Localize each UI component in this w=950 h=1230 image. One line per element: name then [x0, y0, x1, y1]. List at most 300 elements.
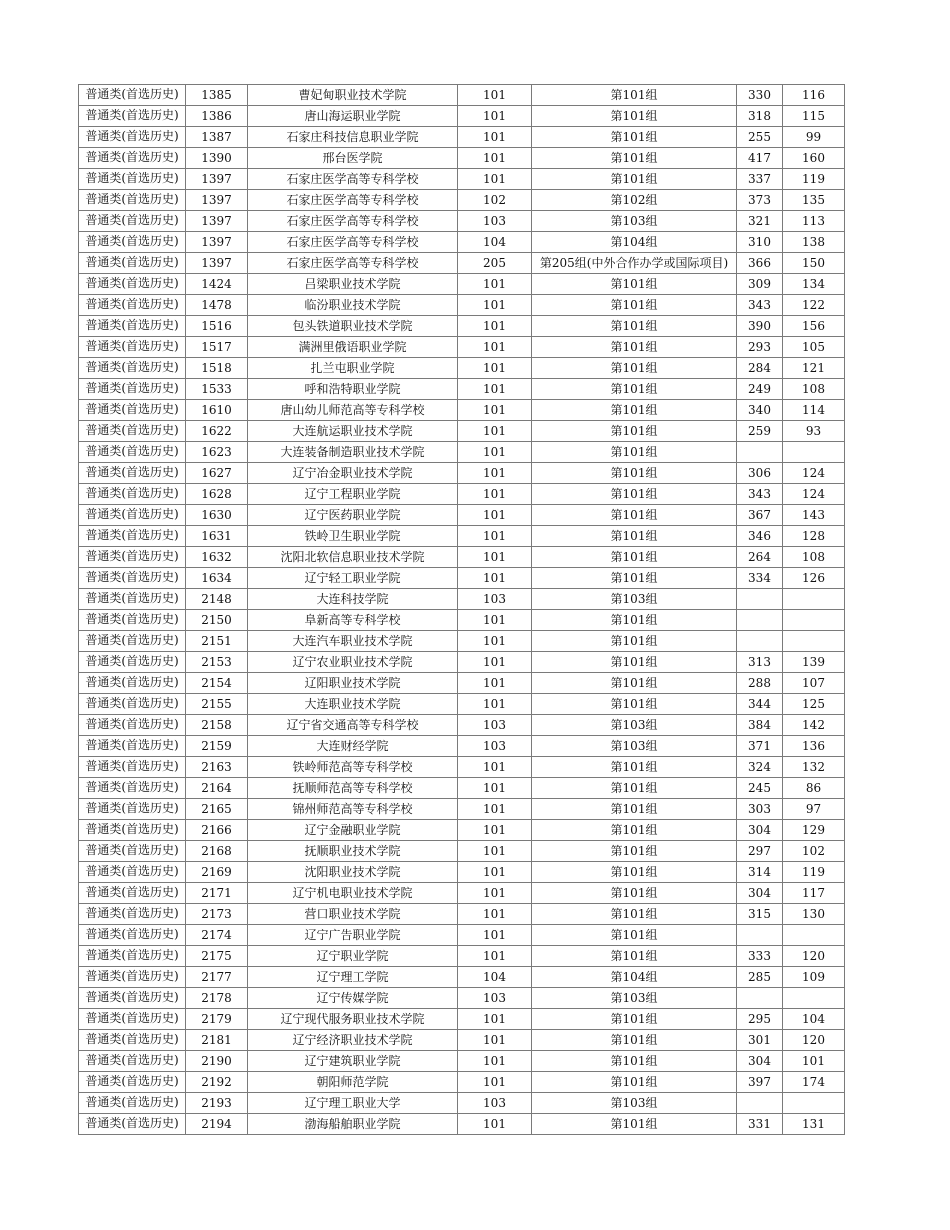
school-code-cell: 2155	[186, 694, 248, 715]
school-code-cell: 2179	[186, 1009, 248, 1030]
school-name-cell: 辽宁广告职业学院	[248, 925, 458, 946]
school-name-cell: 邢台医学院	[248, 148, 458, 169]
school-name-cell: 吕梁职业技术学院	[248, 274, 458, 295]
school-name-cell: 大连装备制造职业技术学院	[248, 442, 458, 463]
school-code-cell: 2173	[186, 904, 248, 925]
school-code-cell: 1533	[186, 379, 248, 400]
min-rank-cell: 102	[783, 841, 845, 862]
category-text: 普通类(首选历史)	[85, 926, 179, 941]
group-code-cell: 101	[458, 106, 532, 127]
min-rank-cell: 116	[783, 85, 845, 106]
major-group-cell: 第101组	[532, 694, 737, 715]
major-group-cell: 第103组	[532, 988, 737, 1009]
max-score-cell: 324	[737, 757, 783, 778]
max-score-cell	[737, 631, 783, 652]
group-code-cell: 103	[458, 715, 532, 736]
group-code-cell: 104	[458, 232, 532, 253]
school-name-cell: 石家庄医学高等专科学校	[248, 253, 458, 274]
max-score-cell: 366	[737, 253, 783, 274]
school-name-cell: 辽阳职业技术学院	[248, 673, 458, 694]
category-cell	[79, 484, 186, 505]
max-score-cell	[737, 442, 783, 463]
school-code-cell: 1631	[186, 526, 248, 547]
max-score-cell: 310	[737, 232, 783, 253]
category-cell	[79, 820, 186, 841]
school-name-cell: 大连财经学院	[248, 736, 458, 757]
min-rank-cell: 129	[783, 820, 845, 841]
min-rank-cell: 143	[783, 505, 845, 526]
group-code-cell: 101	[458, 841, 532, 862]
min-rank-cell: 104	[783, 1009, 845, 1030]
category-text: 普通类(首选历史)	[85, 863, 179, 878]
table-row	[79, 316, 845, 337]
group-code-cell: 101	[458, 400, 532, 421]
min-rank-cell: 156	[783, 316, 845, 337]
school-code-cell: 1385	[186, 85, 248, 106]
group-code-cell: 101	[458, 1009, 532, 1030]
school-code-cell: 2175	[186, 946, 248, 967]
group-code-cell: 101	[458, 904, 532, 925]
table-row	[79, 547, 845, 568]
school-name-cell: 阜新高等专科学校	[248, 610, 458, 631]
min-rank-cell: 132	[783, 757, 845, 778]
school-name-cell: 营口职业技术学院	[248, 904, 458, 925]
category-cell	[79, 85, 186, 106]
category-cell	[79, 757, 186, 778]
school-name-cell: 抚顺师范高等专科学校	[248, 778, 458, 799]
major-group-cell: 第101组	[532, 358, 737, 379]
max-score-cell: 293	[737, 337, 783, 358]
min-rank-cell	[783, 1093, 845, 1114]
school-name-cell: 呼和浩特职业学院	[248, 379, 458, 400]
category-cell	[79, 862, 186, 883]
school-name-cell: 唐山幼儿师范高等专科学校	[248, 400, 458, 421]
max-score-cell: 309	[737, 274, 783, 295]
table-row	[79, 337, 845, 358]
category-cell	[79, 232, 186, 253]
max-score-cell	[737, 589, 783, 610]
table-row	[79, 841, 845, 862]
category-text: 普通类(首选历史)	[85, 527, 179, 542]
school-code-cell: 1517	[186, 337, 248, 358]
max-score-cell: 303	[737, 799, 783, 820]
table-row	[79, 610, 845, 631]
category-cell	[79, 1072, 186, 1093]
major-group-cell: 第104组	[532, 232, 737, 253]
category-text: 普通类(首选历史)	[85, 569, 179, 584]
school-code-cell: 1424	[186, 274, 248, 295]
major-group-cell: 第101组	[532, 295, 737, 316]
school-code-cell: 1390	[186, 148, 248, 169]
table-row	[79, 484, 845, 505]
school-code-cell: 1627	[186, 463, 248, 484]
category-text: 普通类(首选历史)	[85, 632, 179, 647]
school-name-cell: 辽宁工程职业学院	[248, 484, 458, 505]
max-score-cell: 334	[737, 568, 783, 589]
school-name-cell: 铁岭卫生职业学院	[248, 526, 458, 547]
max-score-cell: 371	[737, 736, 783, 757]
group-code-cell: 101	[458, 127, 532, 148]
min-rank-cell: 134	[783, 274, 845, 295]
table-row	[79, 862, 845, 883]
school-name-cell: 满洲里俄语职业学院	[248, 337, 458, 358]
table-row	[79, 85, 845, 106]
max-score-cell: 306	[737, 463, 783, 484]
school-name-cell: 石家庄科技信息职业学院	[248, 127, 458, 148]
min-rank-cell: 93	[783, 421, 845, 442]
max-score-cell: 313	[737, 652, 783, 673]
group-code-cell: 101	[458, 484, 532, 505]
major-group-cell: 第101组	[532, 946, 737, 967]
max-score-cell: 301	[737, 1030, 783, 1051]
min-rank-cell: 174	[783, 1072, 845, 1093]
table-row	[79, 274, 845, 295]
group-code-cell: 101	[458, 883, 532, 904]
table-row	[79, 757, 845, 778]
major-group-cell: 第101组	[532, 85, 737, 106]
table-row	[79, 799, 845, 820]
table-row	[79, 127, 845, 148]
min-rank-cell: 128	[783, 526, 845, 547]
major-group-cell: 第101组	[532, 106, 737, 127]
school-code-cell: 2177	[186, 967, 248, 988]
school-name-cell: 辽宁传媒学院	[248, 988, 458, 1009]
major-group-cell: 第103组	[532, 1093, 737, 1114]
category-cell	[79, 1009, 186, 1030]
category-cell	[79, 547, 186, 568]
category-text: 普通类(首选历史)	[85, 884, 179, 899]
group-code-cell: 101	[458, 463, 532, 484]
major-group-cell: 第101组	[532, 274, 737, 295]
school-code-cell: 1634	[186, 568, 248, 589]
group-code-cell: 101	[458, 169, 532, 190]
max-score-cell: 295	[737, 1009, 783, 1030]
major-group-cell: 第101组	[532, 652, 737, 673]
min-rank-cell: 124	[783, 484, 845, 505]
school-name-cell: 辽宁职业学院	[248, 946, 458, 967]
school-code-cell: 1610	[186, 400, 248, 421]
group-code-cell: 101	[458, 295, 532, 316]
major-group-cell: 第101组	[532, 316, 737, 337]
table-row	[79, 883, 845, 904]
major-group-cell: 第101组	[532, 442, 737, 463]
category-text: 普通类(首选历史)	[85, 380, 179, 395]
major-group-cell: 第101组	[532, 778, 737, 799]
category-cell	[79, 211, 186, 232]
school-name-cell: 朝阳师范学院	[248, 1072, 458, 1093]
min-rank-cell: 119	[783, 169, 845, 190]
school-name-cell: 辽宁机电职业技术学院	[248, 883, 458, 904]
min-rank-cell: 86	[783, 778, 845, 799]
min-rank-cell: 131	[783, 1114, 845, 1135]
group-code-cell: 101	[458, 1114, 532, 1135]
admission-table-sheet	[78, 84, 844, 1135]
min-rank-cell: 113	[783, 211, 845, 232]
max-score-cell: 373	[737, 190, 783, 211]
group-code-cell: 101	[458, 274, 532, 295]
category-cell	[79, 841, 186, 862]
school-name-cell: 扎兰屯职业学院	[248, 358, 458, 379]
category-text: 普通类(首选历史)	[85, 296, 179, 311]
max-score-cell: 417	[737, 148, 783, 169]
table-row	[79, 358, 845, 379]
group-code-cell: 101	[458, 568, 532, 589]
group-code-cell: 101	[458, 820, 532, 841]
table-row	[79, 253, 845, 274]
table-row	[79, 421, 845, 442]
max-score-cell: 255	[737, 127, 783, 148]
category-text: 普通类(首选历史)	[85, 212, 179, 227]
major-group-cell: 第101组	[532, 757, 737, 778]
max-score-cell: 249	[737, 379, 783, 400]
group-code-cell: 101	[458, 1030, 532, 1051]
table-row	[79, 1114, 845, 1135]
table-row	[79, 673, 845, 694]
max-score-cell: 304	[737, 883, 783, 904]
min-rank-cell: 160	[783, 148, 845, 169]
school-code-cell: 1623	[186, 442, 248, 463]
category-cell	[79, 967, 186, 988]
group-code-cell: 101	[458, 316, 532, 337]
group-code-cell: 101	[458, 337, 532, 358]
major-group-cell: 第101组	[532, 1009, 737, 1030]
category-text: 普通类(首选历史)	[85, 107, 179, 122]
min-rank-cell	[783, 988, 845, 1009]
category-cell	[79, 127, 186, 148]
school-code-cell: 1478	[186, 295, 248, 316]
major-group-cell: 第205组(中外合作办学或国际项目)	[532, 253, 737, 274]
major-group-cell: 第101组	[532, 337, 737, 358]
category-cell	[79, 589, 186, 610]
major-group-cell: 第103组	[532, 589, 737, 610]
table-row	[79, 904, 845, 925]
category-text: 普通类(首选历史)	[85, 653, 179, 668]
major-group-cell: 第101组	[532, 631, 737, 652]
min-rank-cell: 117	[783, 883, 845, 904]
school-code-cell: 2190	[186, 1051, 248, 1072]
category-cell	[79, 190, 186, 211]
category-text: 普通类(首选历史)	[85, 1094, 179, 1109]
table-row	[79, 1093, 845, 1114]
major-group-cell: 第101组	[532, 505, 737, 526]
category-text: 普通类(首选历史)	[85, 989, 179, 1004]
category-cell	[79, 988, 186, 1009]
max-score-cell: 264	[737, 547, 783, 568]
group-code-cell: 101	[458, 799, 532, 820]
school-name-cell: 辽宁省交通高等专科学校	[248, 715, 458, 736]
group-code-cell: 101	[458, 946, 532, 967]
category-text: 普通类(首选历史)	[85, 821, 179, 836]
major-group-cell: 第101组	[532, 904, 737, 925]
table-row	[79, 1072, 845, 1093]
category-cell	[79, 673, 186, 694]
category-text: 普通类(首选历史)	[85, 779, 179, 794]
category-cell	[79, 316, 186, 337]
school-name-cell: 石家庄医学高等专科学校	[248, 190, 458, 211]
category-text: 普通类(首选历史)	[85, 590, 179, 605]
min-rank-cell	[783, 589, 845, 610]
major-group-cell: 第101组	[532, 862, 737, 883]
max-score-cell	[737, 1093, 783, 1114]
min-rank-cell: 120	[783, 1030, 845, 1051]
max-score-cell: 346	[737, 526, 783, 547]
major-group-cell: 第101组	[532, 169, 737, 190]
category-text: 普通类(首选历史)	[85, 149, 179, 164]
category-text: 普通类(首选历史)	[85, 800, 179, 815]
max-score-cell: 288	[737, 673, 783, 694]
group-code-cell: 101	[458, 694, 532, 715]
category-cell	[79, 694, 186, 715]
category-text: 普通类(首选历史)	[85, 611, 179, 626]
max-score-cell: 397	[737, 1072, 783, 1093]
major-group-cell: 第103组	[532, 715, 737, 736]
school-code-cell: 2166	[186, 820, 248, 841]
table-row	[79, 736, 845, 757]
table-row	[79, 1009, 845, 1030]
max-score-cell: 343	[737, 484, 783, 505]
min-rank-cell: 108	[783, 379, 845, 400]
max-score-cell: 384	[737, 715, 783, 736]
school-code-cell: 2194	[186, 1114, 248, 1135]
max-score-cell	[737, 610, 783, 631]
min-rank-cell: 125	[783, 694, 845, 715]
category-text: 普通类(首选历史)	[85, 842, 179, 857]
major-group-cell: 第101组	[532, 1030, 737, 1051]
major-group-cell: 第101组	[532, 526, 737, 547]
group-code-cell: 103	[458, 988, 532, 1009]
min-rank-cell: 139	[783, 652, 845, 673]
table-row	[79, 379, 845, 400]
min-rank-cell	[783, 925, 845, 946]
group-code-cell: 101	[458, 778, 532, 799]
min-rank-cell: 97	[783, 799, 845, 820]
school-name-cell: 辽宁现代服务职业技术学院	[248, 1009, 458, 1030]
max-score-cell: 284	[737, 358, 783, 379]
school-code-cell: 2178	[186, 988, 248, 1009]
min-rank-cell: 109	[783, 967, 845, 988]
category-cell	[79, 1093, 186, 1114]
major-group-cell: 第101组	[532, 1114, 737, 1135]
major-group-cell: 第104组	[532, 967, 737, 988]
school-name-cell: 包头铁道职业技术学院	[248, 316, 458, 337]
category-text: 普通类(首选历史)	[85, 191, 179, 206]
category-cell	[79, 169, 186, 190]
category-cell	[79, 421, 186, 442]
category-cell	[79, 904, 186, 925]
table-row	[79, 694, 845, 715]
school-code-cell: 1518	[186, 358, 248, 379]
table-row	[79, 400, 845, 421]
group-code-cell: 101	[458, 925, 532, 946]
major-group-cell: 第103组	[532, 211, 737, 232]
table-row	[79, 988, 845, 1009]
table-row	[79, 442, 845, 463]
school-code-cell: 1397	[186, 211, 248, 232]
group-code-cell: 101	[458, 358, 532, 379]
max-score-cell: 304	[737, 1051, 783, 1072]
min-rank-cell: 101	[783, 1051, 845, 1072]
group-code-cell: 101	[458, 631, 532, 652]
school-name-cell: 石家庄医学高等专科学校	[248, 232, 458, 253]
major-group-cell: 第101组	[532, 1072, 737, 1093]
min-rank-cell	[783, 610, 845, 631]
school-name-cell: 沈阳北软信息职业技术学院	[248, 547, 458, 568]
category-text: 普通类(首选历史)	[85, 317, 179, 332]
major-group-cell: 第101组	[532, 925, 737, 946]
category-text: 普通类(首选历史)	[85, 443, 179, 458]
school-code-cell: 2158	[186, 715, 248, 736]
max-score-cell: 330	[737, 85, 783, 106]
school-code-cell: 1397	[186, 232, 248, 253]
min-rank-cell: 120	[783, 946, 845, 967]
category-text: 普通类(首选历史)	[85, 485, 179, 500]
min-rank-cell: 124	[783, 463, 845, 484]
max-score-cell: 304	[737, 820, 783, 841]
min-rank-cell: 105	[783, 337, 845, 358]
min-rank-cell: 130	[783, 904, 845, 925]
school-code-cell: 2168	[186, 841, 248, 862]
min-rank-cell: 136	[783, 736, 845, 757]
group-code-cell: 101	[458, 85, 532, 106]
category-cell	[79, 337, 186, 358]
max-score-cell: 315	[737, 904, 783, 925]
category-text: 普通类(首选历史)	[85, 1115, 179, 1130]
school-code-cell: 2181	[186, 1030, 248, 1051]
table-body	[79, 85, 845, 1135]
category-cell	[79, 778, 186, 799]
max-score-cell: 340	[737, 400, 783, 421]
category-cell	[79, 715, 186, 736]
min-rank-cell: 122	[783, 295, 845, 316]
school-name-cell: 辽宁农业职业技术学院	[248, 652, 458, 673]
category-text: 普通类(首选历史)	[85, 968, 179, 983]
table-row	[79, 232, 845, 253]
category-cell	[79, 295, 186, 316]
max-score-cell: 367	[737, 505, 783, 526]
max-score-cell: 331	[737, 1114, 783, 1135]
school-name-cell: 辽宁理工职业大学	[248, 1093, 458, 1114]
group-code-cell: 103	[458, 736, 532, 757]
group-code-cell: 104	[458, 967, 532, 988]
category-text: 普通类(首选历史)	[85, 905, 179, 920]
major-group-cell: 第101组	[532, 484, 737, 505]
group-code-cell: 101	[458, 526, 532, 547]
major-group-cell: 第101组	[532, 799, 737, 820]
table-row	[79, 778, 845, 799]
category-text: 普通类(首选历史)	[85, 1010, 179, 1025]
group-code-cell: 101	[458, 442, 532, 463]
school-code-cell: 1397	[186, 169, 248, 190]
major-group-cell: 第101组	[532, 400, 737, 421]
max-score-cell: 318	[737, 106, 783, 127]
major-group-cell: 第101组	[532, 568, 737, 589]
group-code-cell: 101	[458, 1072, 532, 1093]
school-name-cell: 辽宁轻工职业学院	[248, 568, 458, 589]
major-group-cell: 第101组	[532, 673, 737, 694]
school-name-cell: 大连航运职业技术学院	[248, 421, 458, 442]
group-code-cell: 101	[458, 610, 532, 631]
category-cell	[79, 106, 186, 127]
table-row	[79, 190, 845, 211]
school-code-cell: 1622	[186, 421, 248, 442]
table-row	[79, 106, 845, 127]
min-rank-cell	[783, 631, 845, 652]
group-code-cell: 101	[458, 1051, 532, 1072]
group-code-cell: 103	[458, 211, 532, 232]
category-text: 普通类(首选历史)	[85, 233, 179, 248]
min-rank-cell: 121	[783, 358, 845, 379]
school-code-cell: 2165	[186, 799, 248, 820]
